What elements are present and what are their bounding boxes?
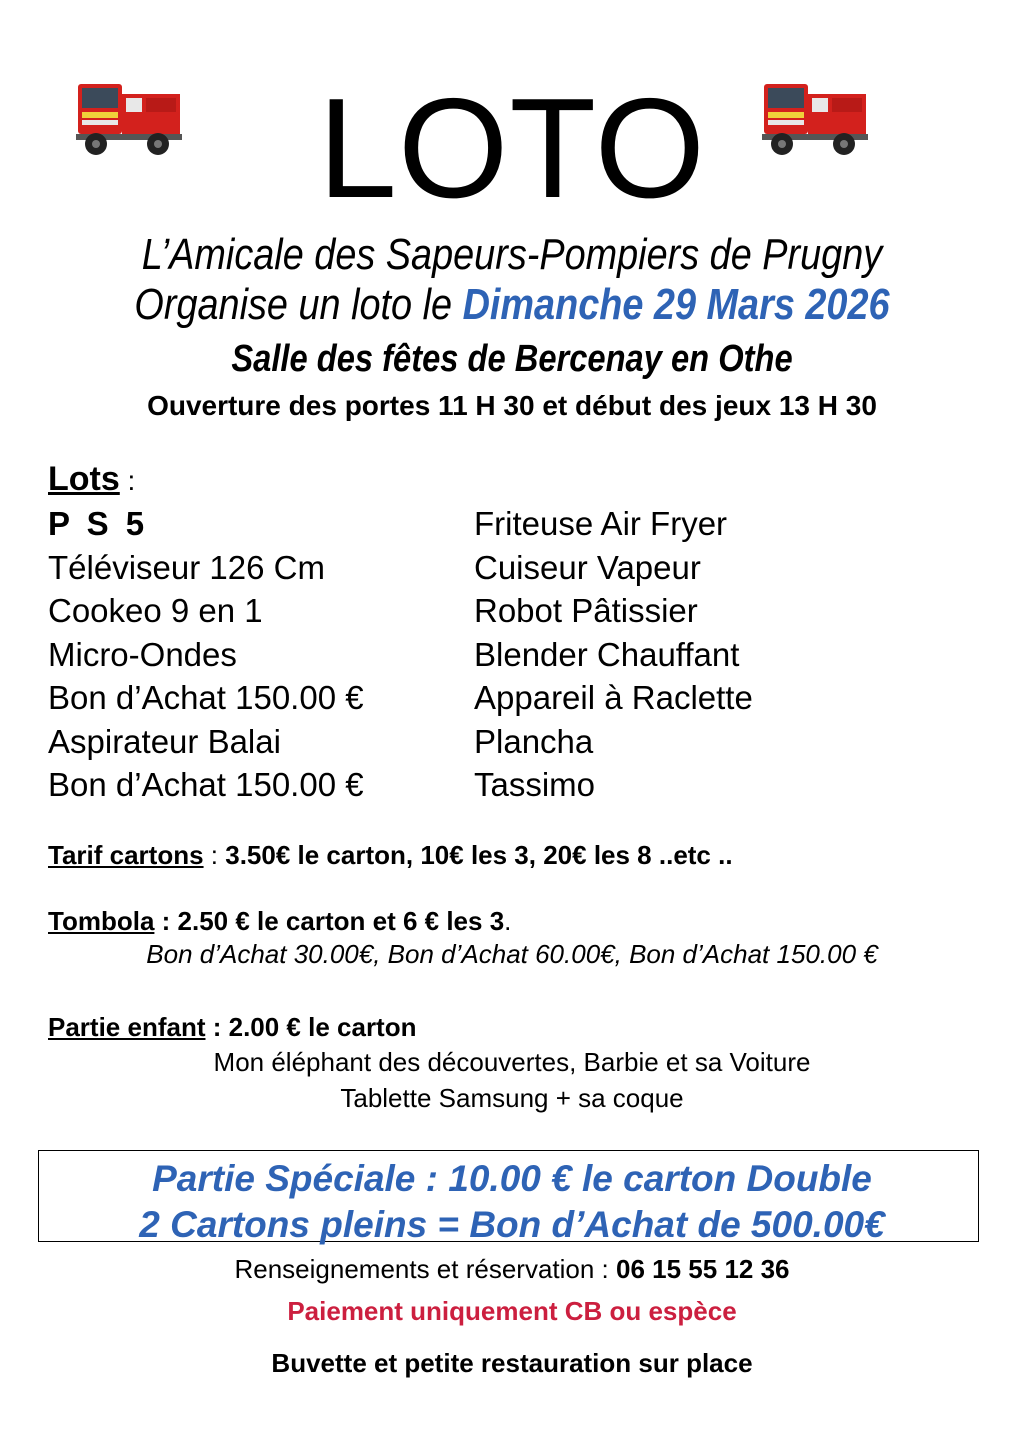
enfant-prizes-line2: Tablette Samsung + sa coque [340, 1083, 684, 1113]
enfant-prizes-line1: Mon éléphant des découvertes, Barbie et sa Voiture [213, 1047, 811, 1077]
list-item: Micro-Ondes [48, 635, 237, 673]
tarif-line [48, 840, 733, 871]
list-item: Cuiseur Vapeur [474, 548, 701, 586]
event-date: Dimanche 29 Mars 2026 [462, 280, 890, 329]
lots-list-left [48, 502, 364, 807]
hours-line: Ouverture des portes 11 H 30 et début des jeux 13 H 30 [147, 390, 877, 421]
list-item: Robot Pâtissier [474, 592, 698, 629]
tombola-label: Tombola [48, 906, 155, 936]
lots-heading-label: Lots [48, 460, 120, 498]
enfant-line [48, 1012, 416, 1043]
list-item: Téléviseur 126 Cm [48, 548, 325, 586]
contact-label: Renseignements et réservation : [234, 1254, 617, 1284]
tombola-line [48, 906, 511, 937]
organizer-line: L’Amicale des Sapeurs-Pompiers de Prugny [141, 230, 883, 279]
list-item: Bon d’Achat 150.00 € [48, 679, 364, 716]
lots-heading [48, 460, 135, 499]
tarif-label: Tarif cartons [48, 840, 204, 870]
enfant-label: Partie enfant [48, 1012, 206, 1042]
tombola-end: . [504, 906, 512, 936]
lots-list-right [474, 502, 753, 807]
list-item: Aspirateur Balai [48, 722, 281, 760]
fire-truck-icon [762, 80, 868, 160]
enfant-value: : 2.00 € le carton [205, 1012, 417, 1042]
list-item: Blender Chauffant [474, 635, 740, 673]
buvette-line: Buvette et petite restauration sur place [271, 1348, 753, 1378]
venue-line: Salle des fêtes de Bercenay en Othe [231, 338, 793, 380]
list-item: Bon d’Achat 150.00 € [48, 766, 364, 803]
payment-line: Paiement uniquement CB ou espèce [287, 1296, 737, 1326]
list-item: Tassimo [474, 766, 596, 803]
special-line1: Partie Spéciale : 10.00 € le carton Double [152, 1158, 872, 1199]
tarif-sep: : [203, 840, 226, 870]
contact-phone: 06 15 55 12 36 [616, 1254, 790, 1284]
contact-line [0, 1254, 1024, 1285]
list-item: Friteuse Air Fryer [474, 505, 728, 542]
list-item: Appareil à Raclette [474, 679, 753, 716]
tombola-prizes: Bon d’Achat 30.00€, Bon d’Achat 60.00€, Bon d’Achat 150.00 € [146, 939, 878, 969]
tarif-value: 3.50€ le carton, 10€ les 3, 20€ les 8 ..etc .. [225, 840, 733, 870]
tombola-value: : 2.50 € le carton et 6 € les 3 [154, 906, 505, 936]
date-line-prefix: Organise un loto le [134, 280, 463, 329]
list-item: P S 5 [48, 505, 149, 542]
list-item: Plancha [474, 722, 594, 760]
special-line2: 2 Cartons pleins = Bon d’Achat de 500.00€ [139, 1204, 885, 1245]
list-item: Cookeo 9 en 1 [48, 592, 263, 629]
page-title: LOTO [317, 69, 707, 228]
date-line [72, 280, 953, 330]
lots-heading-colon: : [119, 465, 136, 496]
